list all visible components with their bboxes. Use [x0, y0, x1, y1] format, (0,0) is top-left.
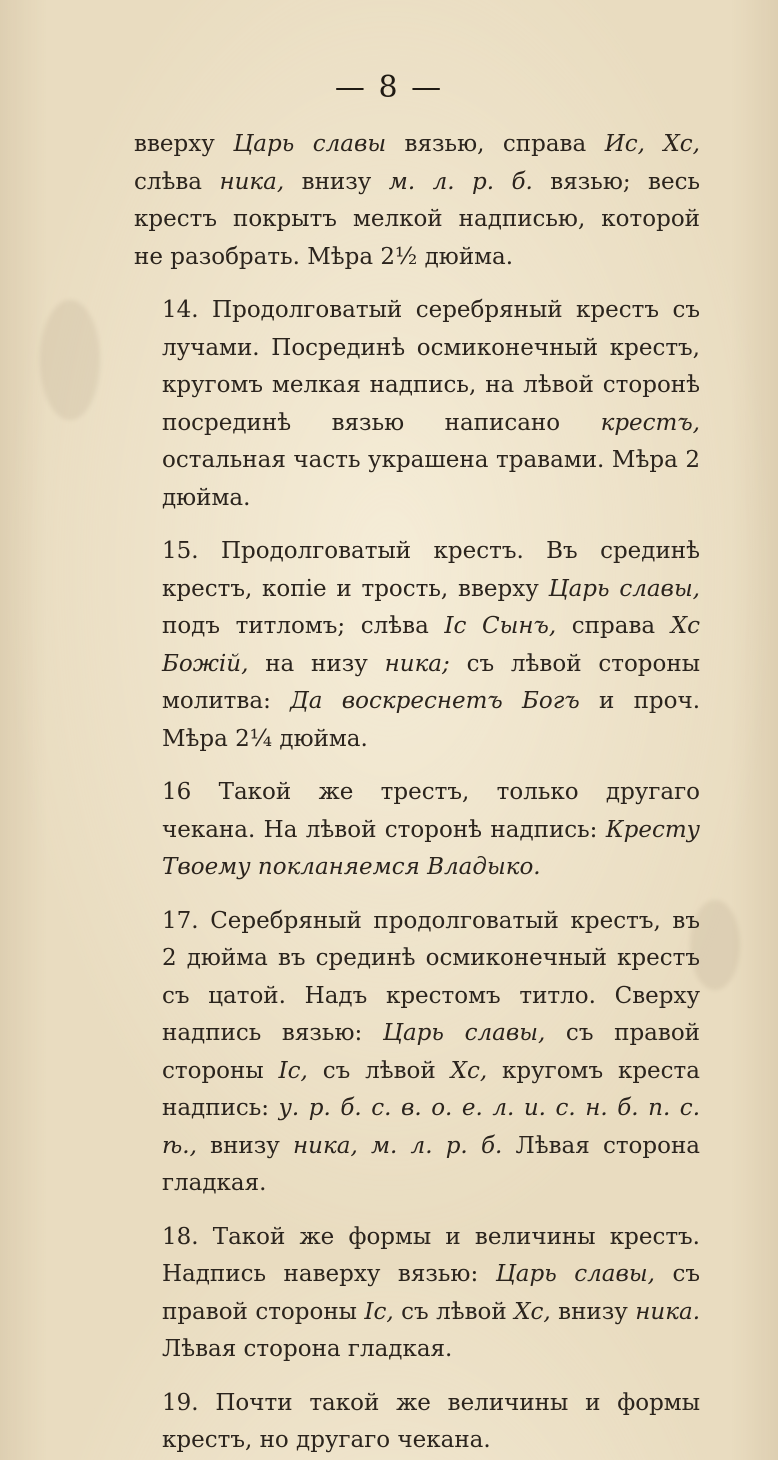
- italic-phrase: ника;: [384, 650, 450, 677]
- text-run: вверху: [134, 131, 234, 157]
- text-run: 14. Продолговатый серебряный крестъ съ лучами. Посрединѣ осмиконечный крестъ, кругомъ мелкая надпись, на лѣвой сторонѣ посрединѣ вязью написано: [162, 297, 700, 436]
- text-run: съ правой стороны: [162, 1261, 701, 1325]
- italic-phrase: крестъ,: [600, 409, 700, 436]
- text-run: подъ титломъ; слѣва: [162, 613, 445, 639]
- text-run: кругомъ креста надпись:: [162, 1057, 700, 1121]
- text-run: на низу: [248, 650, 385, 677]
- text-run: 15. Продолговатый крестъ. Въ срединѣ крестъ, копіе и трость, вверху: [162, 538, 700, 602]
- italic-phrase: Царь славы,: [495, 1261, 655, 1287]
- paper-stain: [40, 300, 100, 420]
- italic-phrase: ника, м. л. р. б.: [293, 1132, 503, 1159]
- text-run: 17. Серебряный продолговатый крестъ, въ 2 дюйма въ срединѣ осмиконечный крестъ съ цатой. Надъ крестомъ титло. Сверху надпись вязью:: [162, 907, 700, 1046]
- paragraph-item-18: [134, 1219, 700, 1369]
- text-run: съ лѣвой: [393, 1298, 515, 1325]
- paragraph-item-16: [134, 774, 700, 887]
- text-run: Лѣвая сторона гладкая.: [162, 1336, 453, 1362]
- text-run: и проч. Мѣра 2¼ дюйма.: [162, 688, 701, 752]
- text-run: внизу: [196, 1132, 294, 1159]
- italic-phrase: Царь славы: [233, 131, 387, 157]
- text-run: Лѣвая сторона гладкая.: [162, 1132, 701, 1196]
- text-run: внизу: [550, 1298, 636, 1325]
- italic-phrase: Хс Божій,: [162, 613, 701, 677]
- italic-phrase: Ис, Хс,: [604, 131, 700, 157]
- text-run: 18. Такой же формы и величины крестъ. Надпись наверху вязью:: [162, 1223, 700, 1287]
- paragraph-continuation: [134, 126, 700, 276]
- italic-phrase: у. р. б. с. в. о. е. л. и. с. н. б. п. с. ѣ.,: [162, 1095, 701, 1159]
- italic-phrase: Хс,: [514, 1298, 551, 1325]
- text-run: слѣва: [134, 168, 220, 195]
- text-run: съ лѣвой стороны молитва:: [162, 650, 701, 714]
- page-number: — 8 —: [334, 70, 444, 105]
- italic-phrase: ника.: [635, 1298, 701, 1325]
- text-run: остальная часть украшена травами. Мѣра 2 дюйма.: [162, 447, 700, 511]
- text-run: съ правой стороны: [162, 1020, 701, 1084]
- italic-phrase: Іс Сынъ,: [444, 613, 557, 639]
- text-run: съ лѣвой: [307, 1057, 451, 1084]
- italic-phrase: Царь славы,: [548, 575, 700, 602]
- italic-phrase: Да воскреснетъ Богъ: [290, 688, 580, 714]
- italic-phrase: Кресту Твоему покланяемся Владыко.: [162, 816, 700, 880]
- text-run: внизу: [284, 168, 389, 195]
- italic-phrase: ника,: [219, 168, 285, 195]
- paragraph-item-19: [134, 1385, 700, 1460]
- text-run: 16 Такой же трестъ, только другаго чекана. На лѣвой сторонѣ надпись:: [162, 779, 700, 843]
- body-text: [134, 126, 700, 1460]
- text-run: вязью; весь крестъ покрытъ мелкой надписью, которой не разобрать. Мѣра 2½ дюйма.: [134, 168, 700, 270]
- italic-phrase: Хс,: [450, 1057, 488, 1084]
- paragraph-item-15: [134, 533, 700, 758]
- italic-phrase: Іс,: [364, 1298, 394, 1325]
- italic-phrase: Іс,: [278, 1057, 308, 1084]
- text-run: 19. Почти такой же величины и формы крестъ, но другаго чекана.: [162, 1389, 700, 1453]
- italic-phrase: Царь славы,: [382, 1020, 546, 1046]
- text-run: вязью, справа: [386, 131, 605, 157]
- italic-phrase: м. л. р. б.: [388, 168, 533, 195]
- paragraph-item-14: [134, 292, 700, 517]
- paragraph-item-17: [134, 903, 700, 1203]
- text-run: справа: [556, 613, 671, 639]
